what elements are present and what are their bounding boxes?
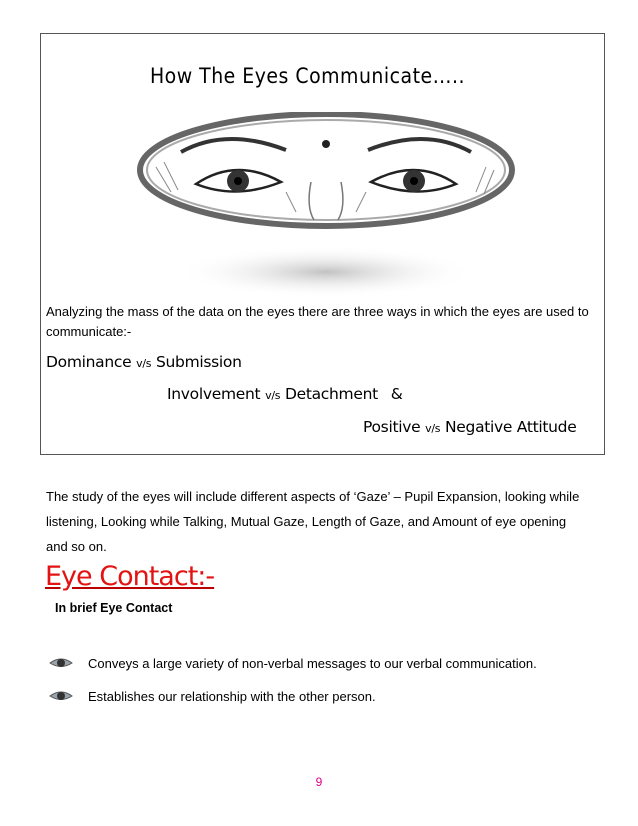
figure-box bbox=[40, 33, 605, 455]
body-paragraph: The study of the eyes will include different aspects of ‘Gaze’ – Pupil Expansion, looking while listening, Looking while Talking, Mutual Gaze, Length of Gaze, and Amount of eye opening and so on. bbox=[46, 489, 580, 554]
section-subheading: In brief Eye Contact bbox=[55, 601, 173, 615]
section-heading: Eye Contact:- bbox=[45, 561, 215, 592]
figure-title: How The Eyes Communicate….. bbox=[149, 64, 466, 88]
intro-text: Analyzing the mass of the data on the eyes there are three ways in which the eyes are used to communicate:- bbox=[46, 304, 589, 339]
page-number: 9 bbox=[315, 775, 323, 789]
way-involvement: Involvement v/s Detachment & bbox=[167, 385, 403, 403]
way-positive: Positive v/s Negative Attitude bbox=[363, 418, 577, 436]
way-dominance: Dominance v/s Submission bbox=[46, 353, 242, 371]
eye-icon bbox=[48, 655, 74, 671]
list-item: Conveys a large variety of non-verbal messages to our verbal communication. bbox=[48, 655, 537, 671]
eye-icon bbox=[48, 688, 74, 704]
list-item: Establishes our relationship with the other person. bbox=[48, 688, 376, 704]
eyes-illustration bbox=[136, 112, 516, 312]
